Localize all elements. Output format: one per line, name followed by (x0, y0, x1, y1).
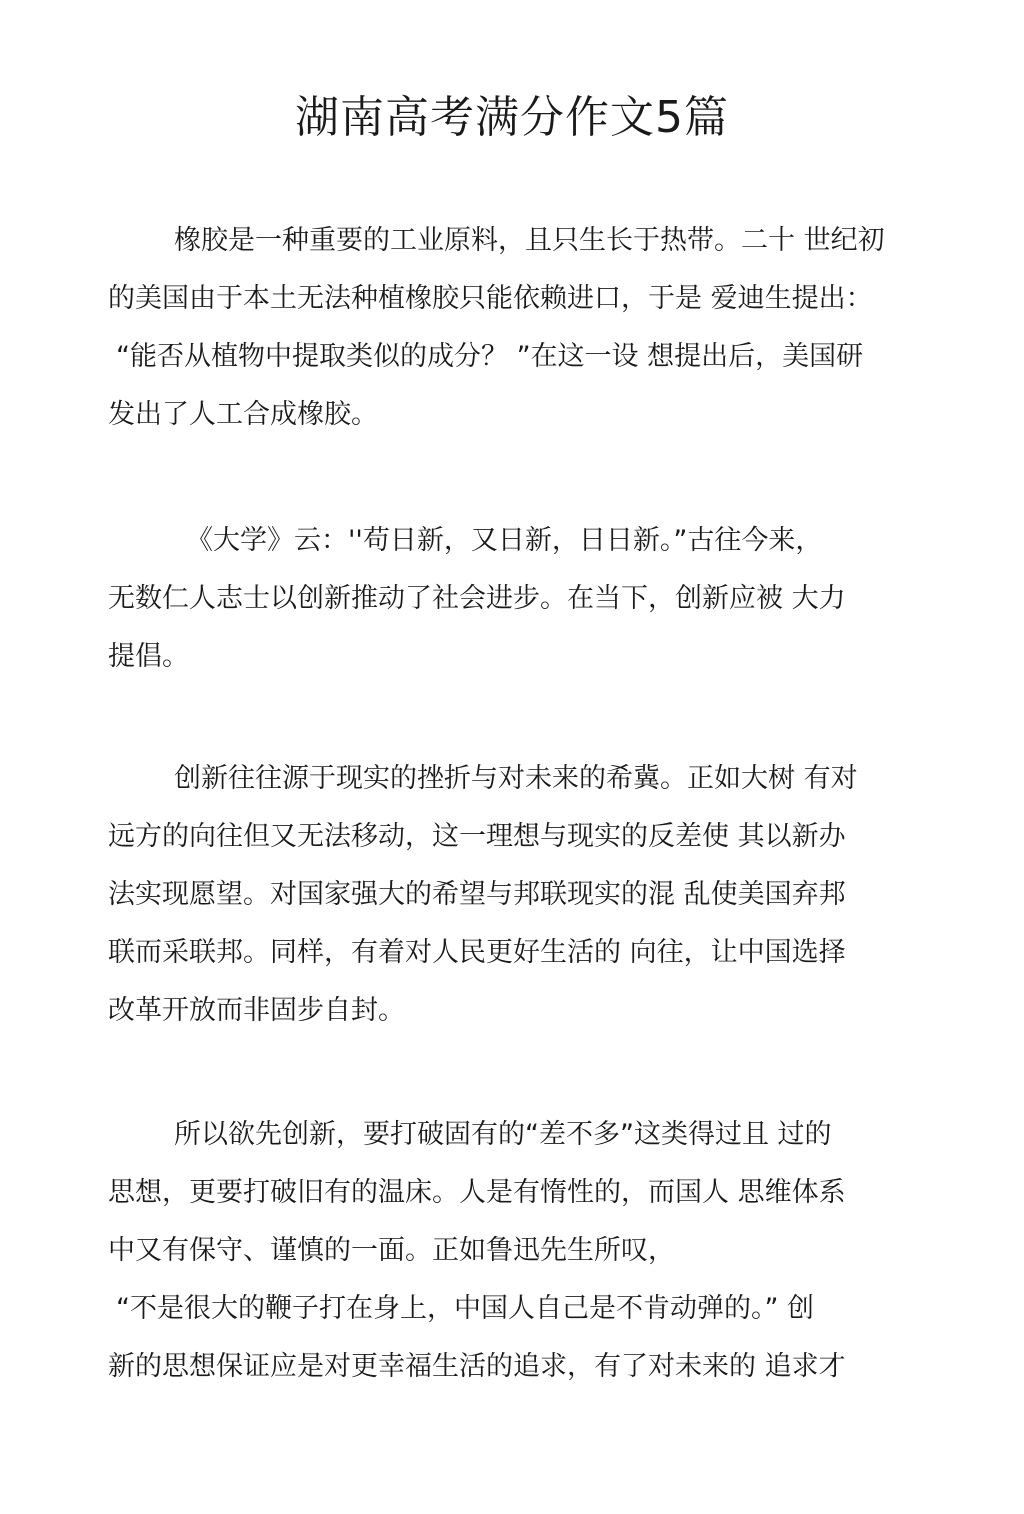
paragraph-line: 发出了人工合成橡胶。 (108, 399, 378, 430)
paragraph-line: 远方的向往但又无法移动，这一理想与现实的反差使 其以新办 (108, 821, 846, 852)
paragraph-line: “能否从植物中提取类似的成分？ ”在这一设 想提出后，美国研 (116, 341, 864, 372)
paragraph-line: 所以欲先创新，要打破固有的“差不多”这类得过且 过的 (174, 1119, 832, 1150)
paragraph-2 (108, 512, 948, 686)
document-title: 湖南高考满分作文5篇 (295, 92, 729, 143)
paragraph-line: 的美国由于本土无法种植橡胶只能依赖进口，于是 爱迪生提出： (108, 283, 873, 314)
paragraph-4 (108, 1106, 948, 1396)
paragraph-line: 无数仁人志士以创新推动了社会进步。在当下，创新应被 大力 (108, 583, 846, 614)
paragraph-line: “不是很大的鞭子打在身上，中国人自己是不肯动弹的。” 创 (116, 1293, 815, 1324)
paragraph-line: 思想，更要打破旧有的温床。人是有惰性的，而国人 思维体系 (108, 1177, 846, 1208)
paragraph-line: 改革开放而非固步自封。 (108, 995, 405, 1026)
paragraph-line: 提倡。 (108, 641, 189, 672)
paragraph-line: 新的思想保证应是对更幸福生活的追求，有了对未来的 追求才 (108, 1351, 846, 1382)
paragraph-line: 中又有保守、谨慎的一面。正如鲁迅先生所叹， (108, 1235, 675, 1266)
paragraph-1 (108, 212, 948, 444)
paragraph-line: 《大学》云：''苟日新，又日新，日日新。”古往今来， (186, 525, 823, 556)
paragraph-line: 法实现愿望。对国家强大的希望与邦联现实的混 乱使美国弃邦 (108, 879, 846, 910)
paragraph-line: 橡胶是一种重要的工业原料，且只生长于热带。二十 世纪初 (174, 225, 885, 256)
paragraph-line: 联而采联邦。同样，有着对人民更好生活的 向往，让中国选择 (108, 937, 846, 968)
paragraph-line: 创新往往源于现实的挫折与对未来的希冀。正如大树 有对 (174, 763, 858, 794)
paragraph-3 (108, 750, 948, 1040)
